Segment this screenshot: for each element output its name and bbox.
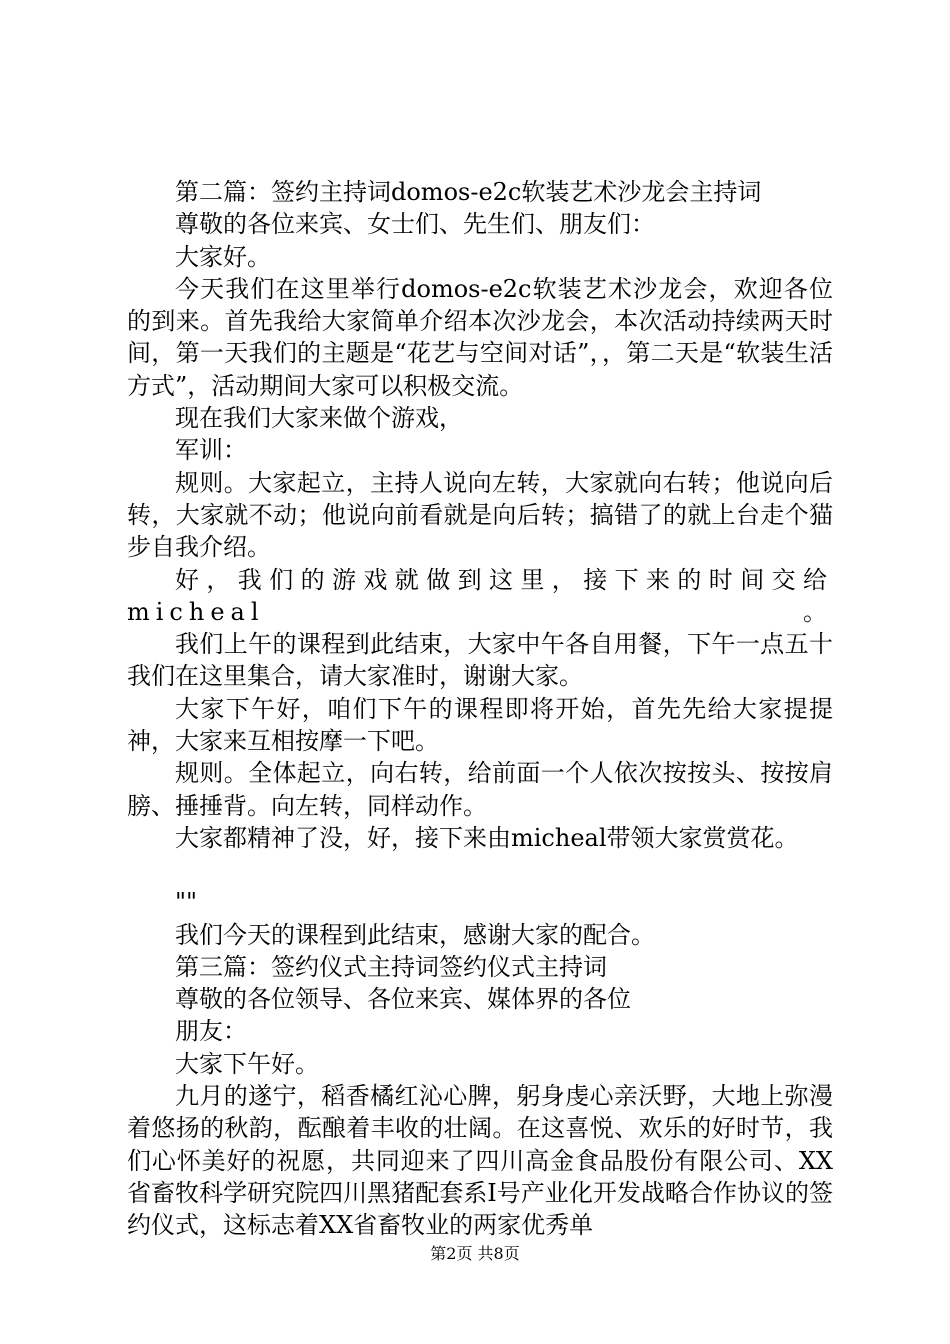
paragraph: 规则。全体起立，向右转，给前面一个人依次按按头、按按肩膀、捶捶背。向左转，同样动作。 (127, 759, 833, 820)
paragraph: 大家好。 (175, 242, 271, 271)
paragraph: 好，我们的游戏就做到这里，接下来的时间交给micheal。 (127, 565, 833, 626)
paragraph: 规则。大家起立，主持人说向左转，大家就向右转；他说向后转，大家就不动；他说向前看就是向后转；搞错了的就上台走个猫步自我介绍。 (127, 468, 833, 562)
paragraph: 今天我们在这里举行domos-e2c软装艺术沙龙会，欢迎各位的到来。首先我给大家简单介绍本次沙龙会，本次活动持续两天时间，第一天我们的主题是“花艺与空间对话”，，第二天是“软装生活方式”，活动期间大家可以积极交流。 (127, 274, 833, 400)
greeting-line: 尊敬的各位领导、各位来宾、媒体界的各位 (175, 985, 631, 1014)
paragraph: 军训： (175, 436, 247, 465)
greeting-line-continued: 朋友： (175, 1017, 247, 1046)
paragraph: 我们今天的课程到此结束，感谢大家的配合。 (175, 920, 655, 949)
section-heading-2: 第二篇：签约主持词domos-e2c软装艺术沙龙会主持词 (175, 178, 762, 206)
section-heading-3: 第三篇：签约仪式主持词签约仪式主持词 (175, 952, 607, 981)
paragraph: 大家下午好。 (175, 1049, 319, 1078)
paragraph: 九月的遂宁，稻香橘红沁心脾，躬身虔心亲沃野，大地上弥漫着悠扬的秋韵，酝酿着丰收的壮阔。在这喜悦、欢乐的好时节，我们心怀美好的祝愿，共同迎来了四川高金食品股份有限公司、XX省畜牧科学研究院四川黑猪配套系Ⅰ号产业化开发战略合作协议的签约仪式，这标志着XX省畜牧业的两家优秀单 (127, 1082, 833, 1240)
greeting-line: 尊敬的各位来宾、女士们、先生们、朋友们： (175, 210, 655, 239)
paragraph: 我们上午的课程到此结束，大家中午各自用餐，下午一点五十我们在这里集合，请大家准时，谢谢大家。 (127, 630, 833, 691)
paragraph: 大家下午好，咱们下午的课程即将开始，首先先给大家提提神，大家来互相按摩一下吧。 (127, 694, 833, 756)
document-body (127, 176, 833, 1242)
paragraph: 大家都精神了没，好，接下来由micheal带领大家赏赏花。 (175, 823, 799, 852)
page-number: 第2页 共8页 (430, 1244, 520, 1263)
quote-marks: "" (175, 888, 198, 917)
paragraph: 现在我们大家来做个游戏， (175, 404, 463, 433)
